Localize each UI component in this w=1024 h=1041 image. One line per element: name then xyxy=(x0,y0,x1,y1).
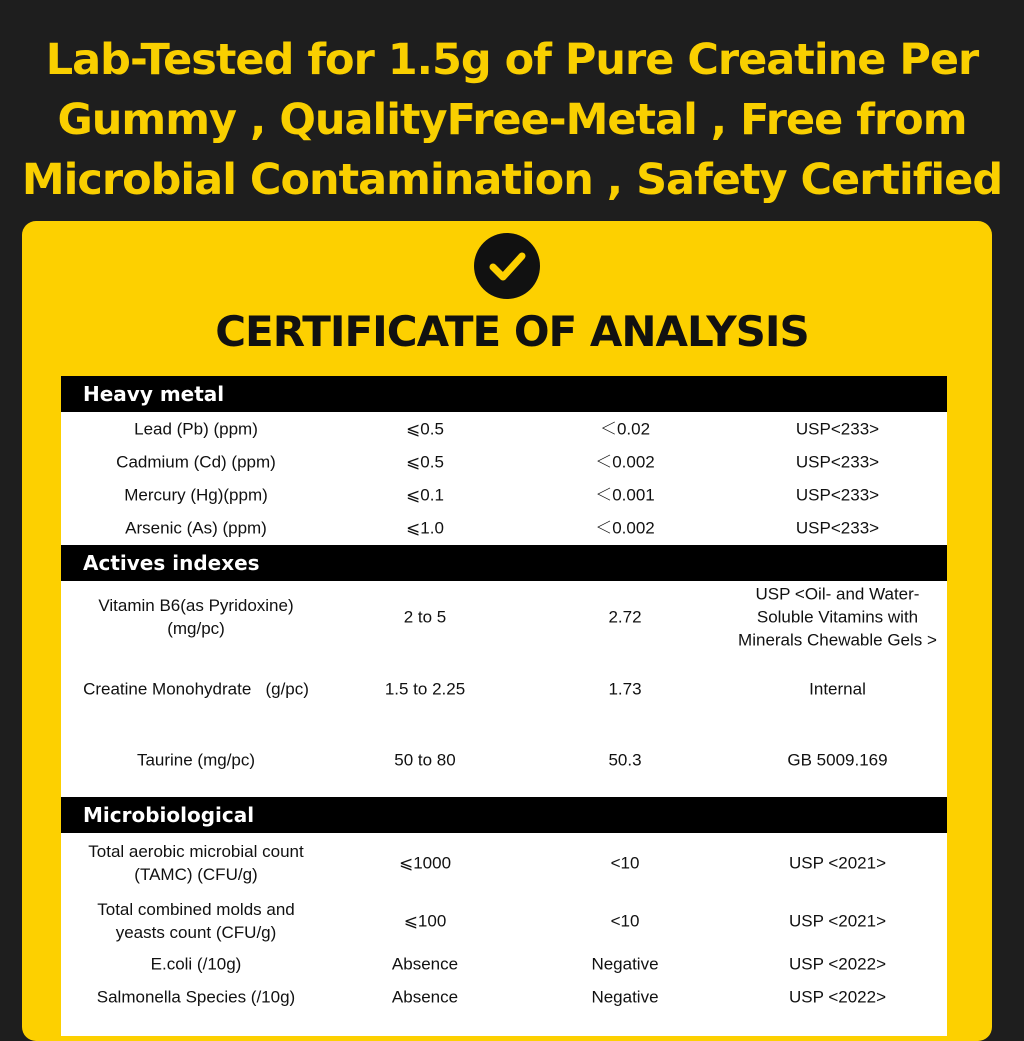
table-cell-item: Vitamin B6(as Pyridoxine) (mg/pc) xyxy=(98,596,294,638)
table-cell-result: ＜0.002 xyxy=(595,518,655,538)
headline-line-1: Lab-Tested for 1.5g of Pure Creatine Per xyxy=(45,35,979,85)
table-cell-item: E.coli (/10g) xyxy=(150,954,242,974)
table-cell-item: Taurine (mg/pc) xyxy=(136,750,256,770)
table-cell-method: Internal xyxy=(809,679,866,699)
table-cell-result: Negative xyxy=(591,954,659,974)
table-cell-spec: 2 to 5 xyxy=(403,607,447,627)
certificate-title: CERTIFICATE OF ANALYSIS xyxy=(215,307,809,356)
table-cell-item: Mercury (Hg)(ppm) xyxy=(124,485,268,505)
table-cell-result: <10 xyxy=(610,853,640,873)
headline-line-2: Gummy , QualityFree-Metal , Free from xyxy=(57,95,967,145)
table-cell-result: 1.73 xyxy=(608,679,642,699)
table-cell-result: 50.3 xyxy=(608,750,642,770)
table-cell-method: USP <2021> xyxy=(788,911,887,931)
table-cell-result: ＜0.001 xyxy=(595,485,655,505)
check-circle-icon xyxy=(474,233,540,299)
table-cell-item: Creatine Monohydrate (g/pc) xyxy=(83,679,309,699)
section-microbiological: Microbiological xyxy=(61,797,947,833)
table-cell-item: Salmonella Species (/10g) xyxy=(96,987,296,1007)
table-cell-method: USP<233> xyxy=(795,518,880,538)
table-cell-result: 2.72 xyxy=(608,607,642,627)
table-cell-item: Arsenic (As) (ppm) xyxy=(125,518,267,538)
table-cell-item: Total aerobic microbial count (TAMC) (CFU/g) xyxy=(88,842,304,884)
table-cell-spec: ⩽1.0 xyxy=(406,518,444,538)
table-cell-spec: 50 to 80 xyxy=(394,750,456,770)
table-cell-spec: ⩽0.1 xyxy=(406,485,444,505)
table-cell-method: USP <Oil- and Water- Soluble Vitamins with Minerals Chewable Gels > xyxy=(738,584,937,650)
section-actives-indexes: Actives indexes xyxy=(61,545,947,581)
table-cell-spec: 1.5 to 2.25 xyxy=(384,679,466,699)
table-cell-spec: ⩽0.5 xyxy=(406,452,444,472)
table-cell-method: GB 5009.169 xyxy=(787,750,888,770)
table-cell-method: USP<233> xyxy=(795,485,880,505)
table-cell-spec: ⩽0.5 xyxy=(406,419,444,439)
table-cell-result: ＜0.002 xyxy=(595,452,655,472)
table-cell-spec: ⩽1000 xyxy=(398,853,452,873)
table-cell-item: Cadmium (Cd) (ppm) xyxy=(116,452,276,472)
section-heavy-metal: Heavy metal xyxy=(61,376,947,412)
table-cell-spec: ⩽100 xyxy=(403,911,447,931)
table-cell-method: USP <2022> xyxy=(788,987,887,1007)
table-cell-result: Negative xyxy=(591,987,659,1007)
table-cell-item: Lead (Pb) (ppm) xyxy=(134,419,258,439)
headline xyxy=(0,30,1024,210)
table-cell-item: Total combined molds and yeasts count (CFU/g) xyxy=(97,900,295,942)
table-cell-method: USP <2021> xyxy=(788,853,887,873)
table-cell-result: ＜0.02 xyxy=(599,419,651,439)
table-cell-method: USP <2022> xyxy=(788,954,887,974)
table-cell-result: <10 xyxy=(610,911,640,931)
table-cell-method: USP<233> xyxy=(795,452,880,472)
headline-line-3: Microbial Contamination , Safety Certified xyxy=(21,155,1003,205)
table-cell-spec: Absence xyxy=(391,987,459,1007)
table-cell-spec: Absence xyxy=(391,954,459,974)
table-cell-method: USP<233> xyxy=(795,419,880,439)
